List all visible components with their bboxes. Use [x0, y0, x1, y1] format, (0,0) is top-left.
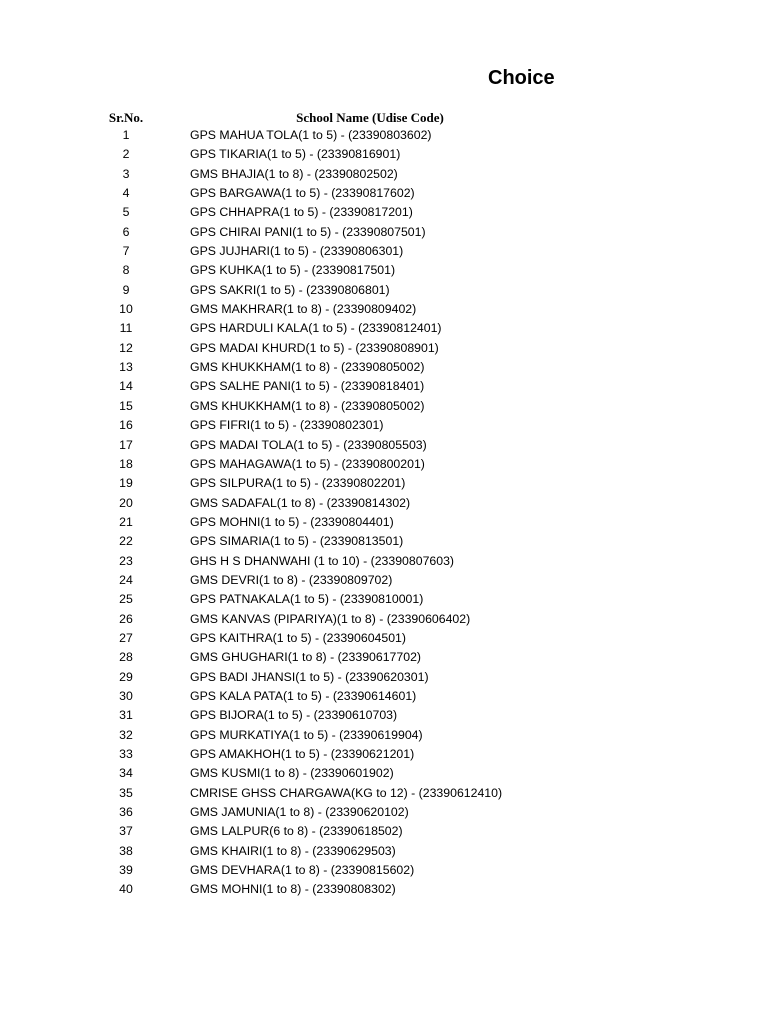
serial-number: 12: [119, 340, 133, 355]
serial-number: 36: [119, 805, 133, 820]
serial-number: 10: [119, 302, 133, 317]
table-row: [0, 552, 768, 571]
column-header-school-name: School Name (Udise Code): [296, 110, 444, 125]
table-row: [0, 126, 768, 145]
school-name: GMS MAKHRAR(1 to 8) - (23390809402): [190, 302, 417, 317]
serial-number: 26: [119, 611, 133, 626]
school-name: GMS DEVRI(1 to 8) - (23390809702): [190, 572, 393, 587]
school-name: GPS MADAI TOLA(1 to 5) - (23390805503): [190, 437, 427, 452]
table-row: [0, 358, 768, 377]
table-row: [0, 842, 768, 861]
school-name: GPS MADAI KHURD(1 to 5) - (23390808901): [190, 340, 439, 355]
school-name: GMS KHUKKHAM(1 to 8) - (23390805002): [190, 360, 425, 375]
serial-number: 20: [119, 495, 133, 510]
serial-number: 8: [122, 263, 130, 278]
serial-number: 27: [119, 630, 133, 645]
table-row: [0, 648, 768, 667]
serial-number: 38: [119, 843, 133, 858]
serial-number: 11: [119, 321, 133, 336]
school-name: GMS LALPUR(6 to 8) - (23390618502): [190, 824, 403, 839]
school-name: GPS PATNAKALA(1 to 5) - (23390810001): [190, 592, 424, 607]
table-row: [0, 629, 768, 648]
table-row: [0, 184, 768, 203]
school-name: GPS SILPURA(1 to 5) - (23390802201): [190, 476, 406, 491]
school-name: GPS BARGAWA(1 to 5) - (23390817602): [190, 186, 415, 201]
serial-number: 35: [119, 785, 133, 800]
school-name: GPS MURKATIYA(1 to 5) - (23390619904): [190, 727, 423, 742]
table-row: [0, 726, 768, 745]
table-row: [0, 571, 768, 590]
school-name: GPS BIJORA(1 to 5) - (23390610703): [190, 708, 398, 723]
table-row: [0, 165, 768, 184]
school-name: GPS HARDULI KALA(1 to 5) - (23390812401): [190, 321, 442, 336]
table-row: [0, 590, 768, 609]
serial-number: 13: [119, 360, 133, 375]
table-row: [0, 455, 768, 474]
table-row: [0, 803, 768, 822]
table-row: [0, 668, 768, 687]
table-row: [0, 513, 768, 532]
school-name: GMS KUSMI(1 to 8) - (23390601902): [190, 766, 394, 781]
table-row: [0, 764, 768, 783]
school-list: [0, 126, 768, 900]
school-name: GPS KAITHRA(1 to 5) - (23390604501): [190, 630, 406, 645]
table-header: [0, 110, 768, 127]
school-name: GPS CHIRAI PANI(1 to 5) - (23390807501): [190, 224, 426, 239]
serial-number: 22: [119, 534, 133, 549]
table-row: [0, 300, 768, 319]
serial-number: 33: [119, 747, 133, 761]
school-name: GPS SALHE PANI(1 to 5) - (23390818401): [190, 379, 425, 394]
table-row: [0, 319, 768, 338]
school-name: GPS MAHUA TOLA(1 to 5) - (23390803602): [190, 128, 432, 142]
table-row: [0, 436, 768, 455]
school-name: GPS KUHKA(1 to 5) - (23390817501): [190, 263, 396, 278]
table-row: [0, 474, 768, 493]
school-name: GMS JAMUNIA(1 to 8) - (23390620102): [190, 805, 409, 820]
serial-number: 19: [119, 476, 133, 491]
serial-number: 31: [119, 708, 133, 723]
school-name: GMS DEVHARA(1 to 8) - (23390815602): [190, 863, 415, 878]
serial-number: 32: [119, 727, 133, 742]
school-name: GPS CHHAPRA(1 to 5) - (23390817201): [190, 205, 413, 220]
serial-number: 6: [122, 224, 130, 239]
table-row: [0, 416, 768, 435]
serial-number: 15: [119, 398, 133, 413]
table-row: [0, 822, 768, 841]
column-header-srno: Sr.No.: [108, 110, 144, 125]
serial-number: 28: [119, 650, 133, 665]
school-name: CMRISE GHSS CHARGAWA(KG to 12) - (23390612410): [190, 785, 503, 800]
serial-number: 7: [122, 244, 130, 259]
serial-number: 30: [119, 688, 133, 703]
table-row: [0, 610, 768, 629]
page-title: Choice: [488, 67, 555, 89]
school-name: GPS SAKRI(1 to 5) - (23390806801): [190, 282, 390, 297]
serial-number: 40: [119, 882, 133, 897]
serial-number: 9: [122, 282, 130, 297]
serial-number: 5: [122, 205, 130, 220]
table-row: [0, 880, 768, 899]
serial-number: 3: [122, 166, 130, 181]
serial-number: 18: [119, 456, 133, 471]
table-row: [0, 145, 768, 164]
school-name: GPS AMAKHOH(1 to 5) - (23390621201): [190, 747, 415, 761]
school-name: GMS KHAIRI(1 to 8) - (23390629503): [190, 843, 396, 858]
table-row: [0, 339, 768, 358]
school-name: GMS KANVAS (PIPARIYA)(1 to 8) - (23390606402): [190, 611, 471, 626]
school-name: GPS TIKARIA(1 to 5) - (23390816901): [190, 147, 401, 162]
table-row: [0, 861, 768, 880]
school-name: GMS SADAFAL(1 to 8) - (23390814302): [190, 495, 411, 510]
table-row: [0, 397, 768, 416]
table-row: [0, 494, 768, 513]
serial-number: 34: [119, 766, 133, 781]
table-row: [0, 745, 768, 764]
serial-number: 2: [122, 147, 130, 162]
school-name: GMS BHAJIA(1 to 8) - (23390802502): [190, 166, 398, 181]
table-row: [0, 281, 768, 300]
serial-number: 17: [119, 437, 133, 452]
serial-number: 21: [119, 514, 133, 529]
serial-number: 16: [119, 418, 133, 433]
table-row: [0, 784, 768, 803]
table-row: [0, 377, 768, 396]
table-row: [0, 242, 768, 261]
table-row: [0, 223, 768, 242]
school-name: GPS FIFRI(1 to 5) - (23390802301): [190, 418, 384, 433]
school-name: GPS MAHAGAWA(1 to 5) - (23390800201): [190, 456, 425, 471]
table-row: [0, 261, 768, 280]
table-row: [0, 687, 768, 706]
school-name: GMS KHUKKHAM(1 to 8) - (23390805002): [190, 398, 425, 413]
school-name: GPS MOHNI(1 to 5) - (23390804401): [190, 514, 394, 529]
serial-number: 25: [119, 592, 133, 607]
school-name: GMS GHUGHARI(1 to 8) - (23390617702): [190, 650, 421, 665]
serial-number: 4: [122, 186, 130, 201]
table-row: [0, 532, 768, 551]
table-row: [0, 706, 768, 725]
school-name: GPS SIMARIA(1 to 5) - (23390813501): [190, 534, 404, 549]
serial-number: 1: [122, 128, 130, 142]
school-name: GMS MOHNI(1 to 8) - (23390808302): [190, 882, 396, 897]
serial-number: 23: [119, 553, 133, 568]
serial-number: 39: [119, 863, 133, 878]
table-row: [0, 203, 768, 222]
serial-number: 37: [119, 824, 133, 839]
serial-number: 29: [119, 669, 133, 684]
serial-number: 14: [119, 379, 133, 394]
school-name: GPS JUJHARI(1 to 5) - (23390806301): [190, 244, 404, 259]
school-name: GHS H S DHANWAHI (1 to 10) - (23390807603): [190, 553, 455, 568]
serial-number: 24: [119, 572, 133, 587]
school-name: GPS BADI JHANSI(1 to 5) - (23390620301): [190, 669, 429, 684]
school-name: GPS KALA PATA(1 to 5) - (23390614601): [190, 688, 417, 703]
